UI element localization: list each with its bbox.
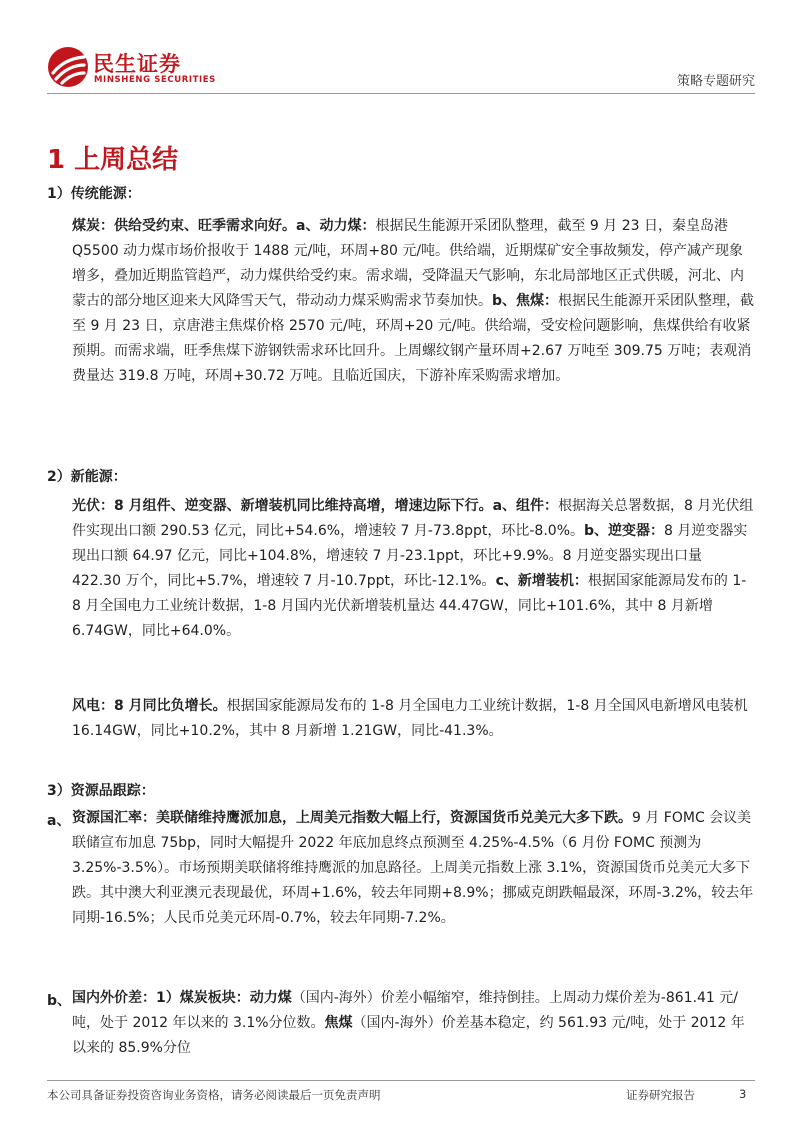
bold-text-run: 焦煤 bbox=[324, 1015, 353, 1031]
item-label-a: a、 bbox=[47, 813, 71, 829]
text-run: 根据民生能源开采团队整理，截至 9 月 23 日，京唐港主焦煤价格 2570 元/吨，环周+20 元/吨。供给端，受安检问题影响，焦煤供给有收紧预期。而需求端，旺季焦煤下游钢铁需求环比回升。上周螺纹钢产量环周+2.67 万吨至 309.75 万吨；表观消费量达 319.8 万吨，环周+30.72 万吨。且临近国庆，下游补库采购需求增加。 bbox=[72, 293, 755, 384]
text-run: 根据民生能源开采团队整理，截至 9 月 23 日，秦皇岛港 Q5500 动力煤市场价报收于 1488 元/吨，环周+80 元/吨。供给端，近期煤矿安全事故频发，停产减产现象增多，叠加近期监管趋严，动力煤供给受约束。需求端，受降温天气影响，东北局部地区正式供暖，河北、内蒙古的部分地区迎来大风降雪天气，带动动力煤采购需求节奏加快。 bbox=[72, 218, 744, 309]
item-label-b: b、 bbox=[47, 993, 72, 1009]
bold-text-run: 光伏：8 月组件、逆变器、新增装机同比维持高增，增速边际下行。a、组件： bbox=[72, 498, 559, 514]
subsection-heading-traditional-energy: 1）传统能源： bbox=[47, 186, 141, 202]
brand-name-en: MINSHENG SECURITIES bbox=[94, 75, 216, 85]
bold-text-run: c、新增装机： bbox=[495, 573, 588, 589]
coal-paragraph bbox=[72, 214, 755, 389]
solar-paragraph bbox=[72, 494, 755, 644]
text-run: 8 月逆变器实现出口额 64.97 亿元，同比+104.8%，增速较 7 月-23.1ppt，环比+9.9%。8 月逆变器实现出口量 422.30 万个，同比+5.7%，增速较 7 月-10.7ppt，环比-12.1%。 bbox=[72, 523, 748, 589]
text-run: （国内-海外）价差小幅缩窄，维持倒挂。上周动力煤价差为-861.41 元/吨，处于 2012 年以来的 3.1%分位数。 bbox=[72, 990, 739, 1031]
document-type: 策略专题研究 bbox=[676, 74, 755, 89]
text-run: 根据国家能源局发布的 1-8 月全国电力工业统计数据，1-8 月全国风电新增风电装机 16.14GW，同比+10.2%，其中 8 月新增 1.21GW，同比-41.3%。 bbox=[72, 698, 748, 739]
bold-text-run: 煤炭：供给受约束、旺季需求向好。a、动力煤： bbox=[72, 218, 376, 234]
page-number: 3 bbox=[739, 1087, 747, 1101]
section-title: 1 上周总结 bbox=[47, 145, 179, 175]
footer-report-label: 证券研究报告 bbox=[626, 1088, 695, 1102]
header-divider bbox=[47, 93, 755, 94]
text-run: 根据海关总署数据，8 月光伏组件实现出口额 290.53 亿元，同比+54.6%，增速较 7 月-73.8ppt，环比-8.0%。 bbox=[72, 498, 754, 539]
wind-paragraph bbox=[72, 694, 755, 744]
text-run: 9 月 FOMC 会议美联储宣布加息 75bp，同时大幅提升 2022 年底加息终点预测至 4.25%-4.5%（6 月份 FOMC 预测为 3.25%-3.5%）。市场预期美联储将维持鹰派的加息路径。上周美元指数上涨 3.1%，资源国货币兑美元大多下跌。其中澳大利亚澳元表现最优，环周+1.6%，较去年同期+8.9%；挪威克朗跌幅最深，环周-3.2%，较去年同期-16.5%；人民币兑美元环周-0.7%，较去年同期-7.2%。 bbox=[72, 810, 754, 926]
subsection-heading-resources: 3）资源品跟踪： bbox=[47, 783, 155, 799]
footer-disclaimer: 本公司具备证券投资咨询业务资格，请务必阅读最后一页免责声明 bbox=[47, 1088, 381, 1102]
bold-text-run: b、焦煤： bbox=[492, 293, 559, 309]
bold-text-run: 风电：8 月同比负增长。 bbox=[72, 698, 227, 714]
text-run: （国内-海外）价差基本稳定，约 561.93 元/吨，处于 2012 年以来的 85.9%分位 bbox=[72, 1015, 745, 1056]
brand-name-cn: 民生证券 bbox=[93, 52, 181, 76]
subsection-heading-new-energy: 2）新能源： bbox=[47, 469, 127, 485]
bold-text-run: 国内外价差：1）煤炭板块：动力煤 bbox=[72, 990, 292, 1006]
footer-divider bbox=[47, 1080, 755, 1081]
minsheng-logo-icon bbox=[47, 46, 89, 88]
price-spread-paragraph bbox=[72, 986, 755, 1061]
text-run: 根据国家能源局发布的 1-8 月全国电力工业统计数据，1-8 月国内光伏新增装机量达 44.47GW，同比+101.6%，其中 8 月新增 6.74GW，同比+64.0%。 bbox=[72, 573, 747, 639]
bold-text-run: b、逆变器： bbox=[584, 523, 665, 539]
exchange-rate-paragraph bbox=[72, 806, 755, 931]
bold-text-run: 资源国汇率：美联储维持鹰派加息，上周美元指数大幅上行，资源国货币兑美元大多下跌。 bbox=[72, 810, 632, 826]
